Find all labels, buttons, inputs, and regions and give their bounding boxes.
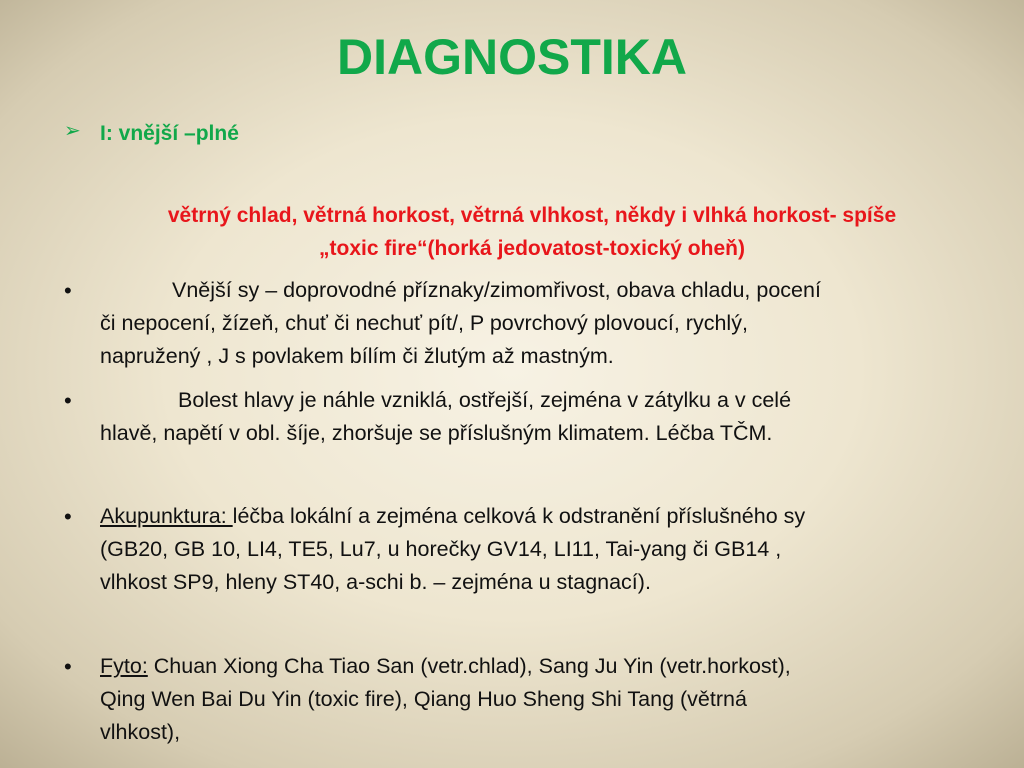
bullet1-line2: či nepocení, žízeň, chuť či nechuť pít/, P povrchový plovoucí, rychlý,	[100, 311, 748, 335]
bullet4-line1-text: Chuan Xiong Cha Tiao San (vetr.chlad), Sang Ju Yin (vetr.horkost),	[147, 654, 791, 678]
bullet1-line3: napružený , J s povlakem bílím či žlutým až mastným.	[100, 344, 614, 368]
slide-title: DIAGNOSTIKA	[337, 29, 687, 85]
bullet2-line2: hlavě, napětí v obl. šíje, zhoršuje se příslušným klimatem. Léčba TČM.	[100, 421, 773, 445]
arrow-bullet-icon: ➢	[64, 120, 81, 142]
bullet-icon: •	[64, 504, 72, 529]
bullet4-line1	[100, 650, 791, 683]
bullet-icon: •	[64, 278, 72, 303]
fyto-label: Fyto:	[100, 654, 148, 678]
section-heading: I: vnější –plné	[100, 122, 239, 145]
bullet3-line1	[100, 500, 805, 533]
bullet-icon: •	[64, 388, 72, 413]
bullet3-line2: (GB20, GB 10, LI4, TE5, Lu7, u horečky GV14, LI11, Tai-yang či GB14 ,	[100, 537, 782, 561]
bullet4-line2: Qing Wen Bai Du Yin (toxic fire), Qiang Huo Sheng Shi Tang (větrná	[100, 687, 747, 711]
bullet3-line1-text: léčba lokální a zejména celková k odstranění příslušného sy	[232, 504, 806, 528]
bullet2-line1: Bolest hlavy je náhle vzniklá, ostřejší, zejména v zátylku a v celé	[178, 388, 792, 412]
bullet4-line3: vlhkost),	[100, 720, 181, 744]
red-text-line-1: větrný chlad, větrná horkost, větrná vlhkost, někdy i vlhká horkost- spíše	[167, 204, 897, 227]
red-text-line-2: „toxic fire“(horká jedovatost-toxický oheň)	[319, 237, 745, 260]
bullet3-line3: vlhkost SP9, hleny ST40, a-schi b. – zejména u stagnací).	[100, 570, 651, 594]
akupunktura-label: Akupunktura:	[100, 504, 233, 528]
bullet-icon: •	[64, 654, 72, 679]
bullet1-line1: Vnější sy – doprovodné příznaky/zimomřivost, obava chladu, pocení	[172, 278, 821, 302]
